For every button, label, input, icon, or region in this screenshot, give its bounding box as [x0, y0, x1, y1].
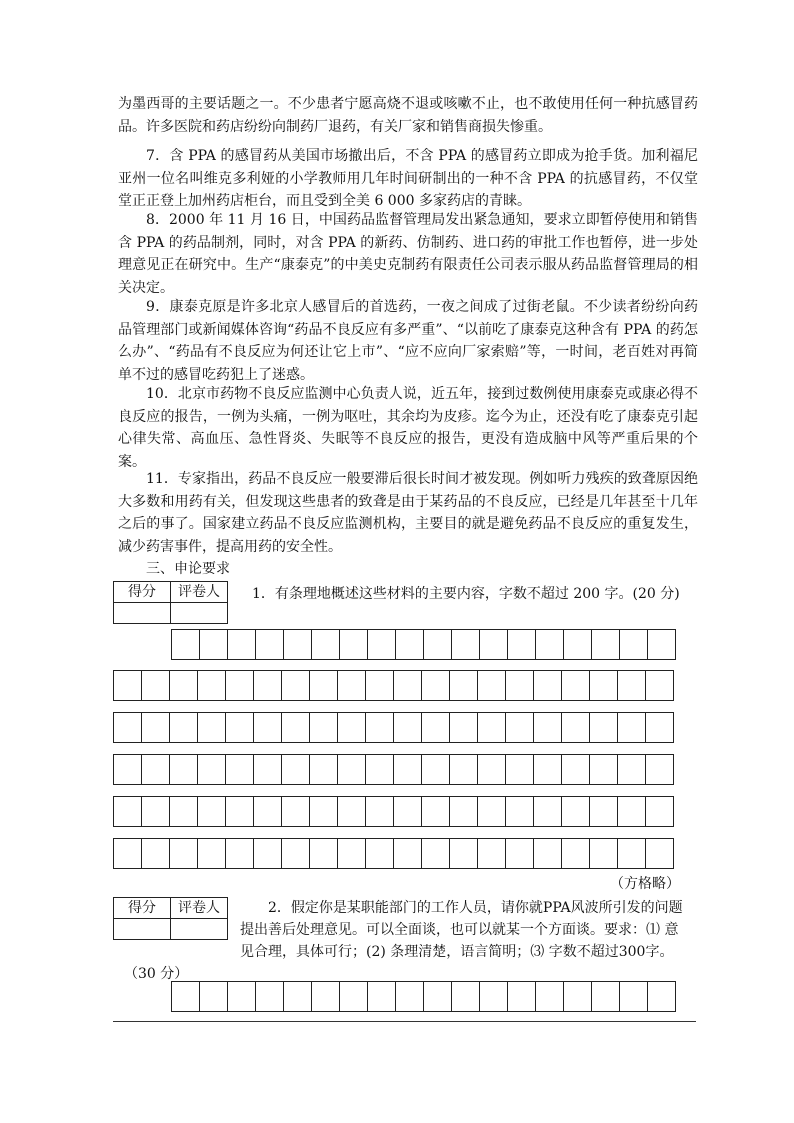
answer-grid-cell[interactable]	[508, 630, 536, 659]
answer-grid-cell[interactable]	[620, 630, 648, 659]
answer-grid-cell[interactable]	[142, 797, 170, 826]
answer-grid-cell[interactable]	[424, 982, 452, 1011]
section-title: 三、申论要求	[146, 561, 230, 577]
answer-grid-cell[interactable]	[114, 839, 142, 868]
answer-grid-cell[interactable]	[340, 630, 368, 659]
answer-grid-cell[interactable]	[340, 982, 368, 1011]
answer-grid-cell[interactable]	[200, 630, 228, 659]
answer-grid-cell[interactable]	[366, 755, 394, 784]
answer-grid-cell[interactable]	[282, 797, 310, 826]
answer-grid-cell[interactable]	[142, 713, 170, 742]
answer-grid-row[interactable]	[113, 670, 674, 701]
answer-grid-cell[interactable]	[506, 713, 534, 742]
answer-grid-cell[interactable]	[646, 839, 674, 868]
answer-grid-cell[interactable]	[506, 839, 534, 868]
answer-grid-cell[interactable]	[366, 797, 394, 826]
answer-grid-cell[interactable]	[422, 713, 450, 742]
answer-grid-cell[interactable]	[450, 713, 478, 742]
score-field[interactable]	[114, 919, 171, 940]
answer-grid-cell[interactable]	[450, 755, 478, 784]
answer-grid-cell[interactable]	[480, 630, 508, 659]
answer-grid-cell[interactable]	[254, 839, 282, 868]
answer-grid-cell[interactable]	[534, 671, 562, 700]
question-2-line-2: 提出善后处理意见。可以全面谈，也可以就某一个方面谈。要求：⑴ 意	[240, 922, 679, 938]
answer-grid-cell[interactable]	[338, 755, 366, 784]
answer-grid-cell[interactable]	[198, 713, 226, 742]
answer-grid-cell[interactable]	[338, 713, 366, 742]
answer-grid-cell[interactable]	[198, 671, 226, 700]
answer-grid-cell[interactable]	[198, 797, 226, 826]
answer-grid-cell[interactable]	[534, 839, 562, 868]
answer-grid-cell[interactable]	[114, 755, 142, 784]
answer-grid-cell[interactable]	[534, 713, 562, 742]
answer-grid-cell[interactable]	[646, 671, 674, 700]
answer-grid-row[interactable]	[171, 981, 676, 1012]
answer-grid-cell[interactable]	[422, 797, 450, 826]
answer-grid-cell[interactable]	[312, 630, 340, 659]
answer-grid-cell[interactable]	[590, 713, 618, 742]
answer-grid-cell[interactable]	[282, 839, 310, 868]
answer-grid-cell[interactable]	[172, 630, 200, 659]
question-1: 1．有条理地概述这些材料的主要内容，字数不超过 200 字。(20 分)	[252, 586, 680, 602]
answer-grid-cell[interactable]	[618, 713, 646, 742]
answer-grid-cell[interactable]	[564, 982, 592, 1011]
grid-omitted-note: （方格略）	[610, 876, 680, 892]
paragraph-11: 11．专家指出，药品不良反应一般要滞后很长时间才被发现。例如听力残疾的致聋原因绝大多数和用药有关，但发现这些患者的致聋是由于某药品的不良反应，已经是几年甚至十几年之后的事了。国家建立药品不良反应监测机构，主要目的就是避免药品不良反应的重复发生，减少药害事件，提高用药的安全性。	[118, 471, 698, 555]
answer-grid-cell[interactable]	[228, 630, 256, 659]
answer-grid-cell[interactable]	[254, 755, 282, 784]
answer-grid-cell[interactable]	[198, 839, 226, 868]
answer-grid-cell[interactable]	[536, 630, 564, 659]
answer-grid-cell[interactable]	[172, 982, 200, 1011]
answer-grid-cell[interactable]	[620, 982, 648, 1011]
answer-grid-cell[interactable]	[170, 713, 198, 742]
answer-grid-cell[interactable]	[226, 671, 254, 700]
answer-grid-cell[interactable]	[592, 630, 620, 659]
question-2-score: （30 分）	[124, 966, 189, 982]
paragraph-6-continued: 为墨西哥的主要话题之一。不少患者宁愿高烧不退或咳嗽不止，也不敢使用任何一种抗感冒药品。许多医院和药店纷纷向制药厂退药，有关厂家和销售商损失惨重。	[118, 96, 698, 135]
answer-grid-cell[interactable]	[506, 797, 534, 826]
answer-grid-cell[interactable]	[114, 671, 142, 700]
answer-grid-cell[interactable]	[450, 839, 478, 868]
answer-grid-cell[interactable]	[590, 671, 618, 700]
answer-grid-cell[interactable]	[618, 797, 646, 826]
paragraph-10: 10．北京市药物不良反应监测中心负责人说，近五年，接到过数例使用康泰克或康必得不良反应的报告，一例为头痛，一例为呕吐，其余均为皮疹。迄今为止，还没有吃了康泰克引起心律失常、高血压、急性肾炎、失眠等不良反应的报告，更没有造成脑中风等严重后果的个案。	[118, 386, 698, 470]
score-table-q1	[113, 581, 228, 624]
answer-grid-cell[interactable]	[338, 671, 366, 700]
grader-field[interactable]	[171, 919, 228, 940]
answer-grid-cell[interactable]	[536, 982, 564, 1011]
answer-grid-cell[interactable]	[452, 982, 480, 1011]
answer-grid-cell[interactable]	[394, 755, 422, 784]
paragraph-8: 8．2000 年 11 月 16 日，中国药品监督管理局发出紧急通知，要求立即暂停使用和销售含 PPA 的药品制剂，同时，对含 PPA 的新药、仿制药、进口药的审批工作也暂停，进一步处理意见正在研究中。生产“康泰克”的中美史克制药有限责任公司表示服从药品监督管理局的相关决定。	[118, 212, 698, 296]
question-2-line-3: 见合理，具体可行；(2) 条理清楚，语言简明；⑶ 字数不超过300字。	[240, 944, 674, 960]
answer-grid-cell[interactable]	[478, 755, 506, 784]
page-divider	[113, 1021, 696, 1022]
answer-grid-row[interactable]	[113, 796, 674, 827]
answer-grid-cell[interactable]	[338, 839, 366, 868]
answer-grid-cell[interactable]	[226, 713, 254, 742]
answer-grid-cell[interactable]	[198, 755, 226, 784]
answer-grid-cell[interactable]	[310, 797, 338, 826]
answer-grid-cell[interactable]	[508, 982, 536, 1011]
answer-grid-cell[interactable]	[422, 755, 450, 784]
answer-grid-cell[interactable]	[142, 671, 170, 700]
answer-grid-cell[interactable]	[170, 839, 198, 868]
answer-grid-cell[interactable]	[312, 982, 340, 1011]
score-table-q2	[113, 897, 228, 940]
answer-grid-cell[interactable]	[396, 630, 424, 659]
answer-grid-cell[interactable]	[254, 797, 282, 826]
answer-grid-cell[interactable]	[114, 713, 142, 742]
answer-grid-cell[interactable]	[648, 982, 676, 1011]
answer-grid-cell[interactable]	[256, 982, 284, 1011]
answer-grid-cell[interactable]	[228, 982, 256, 1011]
answer-grid-row[interactable]	[113, 838, 674, 869]
question-2-line-1: 2．假定你是某职能部门的工作人员，请你就PPA风波所引发的问题	[268, 900, 683, 916]
answer-grid-cell[interactable]	[590, 755, 618, 784]
paragraph-9: 9．康泰克原是许多北京人感冒后的首选药，一夜之间成了过街老鼠。不少读者纷纷向药品管理部门或新闻媒体咨询“药品不良反应有多严重”、“以前吃了康泰克这种含有 PPA 的药怎么办”、“药品有不良反应为何还让它上市”、“应不应向厂家索赔”等，一时间，老百姓对再简单不过的感冒吃药犯上了迷惑。	[118, 299, 698, 383]
answer-grid-cell[interactable]	[478, 713, 506, 742]
answer-grid-cell[interactable]	[478, 839, 506, 868]
answer-grid-cell[interactable]	[284, 982, 312, 1011]
answer-grid-cell[interactable]	[646, 797, 674, 826]
answer-grid-cell[interactable]	[282, 713, 310, 742]
answer-grid-cell[interactable]	[590, 839, 618, 868]
answer-grid-cell[interactable]	[562, 713, 590, 742]
answer-grid-cell[interactable]	[254, 713, 282, 742]
answer-grid-cell[interactable]	[170, 755, 198, 784]
answer-grid-cell[interactable]	[618, 671, 646, 700]
answer-grid-cell[interactable]	[422, 671, 450, 700]
answer-grid-cell[interactable]	[284, 630, 312, 659]
answer-grid-cell[interactable]	[114, 797, 142, 826]
answer-grid-cell[interactable]	[200, 982, 228, 1011]
answer-grid-cell[interactable]	[478, 671, 506, 700]
score-field[interactable]	[114, 603, 171, 624]
score-label: 得分	[114, 898, 171, 919]
answer-grid-cell[interactable]	[450, 797, 478, 826]
answer-grid-cell[interactable]	[310, 755, 338, 784]
answer-grid-cell[interactable]	[394, 671, 422, 700]
answer-grid-cell[interactable]	[282, 671, 310, 700]
answer-grid-row[interactable]	[113, 754, 674, 785]
score-label: 得分	[114, 582, 171, 603]
grader-label: 评卷人	[171, 582, 228, 603]
answer-grid-cell[interactable]	[310, 713, 338, 742]
answer-grid-cell[interactable]	[424, 630, 452, 659]
answer-grid-cell[interactable]	[646, 713, 674, 742]
answer-grid-cell[interactable]	[562, 839, 590, 868]
answer-grid-cell[interactable]	[226, 797, 254, 826]
answer-grid-cell[interactable]	[256, 630, 284, 659]
answer-grid-cell[interactable]	[422, 839, 450, 868]
answer-grid-cell[interactable]	[452, 630, 480, 659]
answer-grid-cell[interactable]	[394, 839, 422, 868]
answer-grid-cell[interactable]	[592, 982, 620, 1011]
answer-grid-cell[interactable]	[170, 797, 198, 826]
answer-grid-cell[interactable]	[254, 671, 282, 700]
answer-grid-cell[interactable]	[394, 713, 422, 742]
answer-grid-cell[interactable]	[394, 797, 422, 826]
answer-grid-cell[interactable]	[142, 839, 170, 868]
grader-field[interactable]	[171, 603, 228, 624]
answer-grid-cell[interactable]	[366, 839, 394, 868]
answer-grid-cell[interactable]	[618, 755, 646, 784]
answer-grid-row[interactable]	[171, 629, 676, 660]
answer-grid-cell[interactable]	[170, 671, 198, 700]
answer-grid-cell[interactable]	[310, 839, 338, 868]
answer-grid-cell[interactable]	[648, 630, 676, 659]
answer-grid-cell[interactable]	[338, 797, 366, 826]
answer-grid-cell[interactable]	[226, 755, 254, 784]
answer-grid-cell[interactable]	[366, 671, 394, 700]
answer-grid-cell[interactable]	[226, 839, 254, 868]
answer-grid-cell[interactable]	[310, 671, 338, 700]
answer-grid-cell[interactable]	[506, 755, 534, 784]
answer-grid-cell[interactable]	[646, 755, 674, 784]
answer-grid-cell[interactable]	[534, 797, 562, 826]
answer-grid-cell[interactable]	[480, 982, 508, 1011]
grader-label: 评卷人	[171, 898, 228, 919]
answer-grid-cell[interactable]	[478, 797, 506, 826]
paragraph-7: 7．含 PPA 的感冒药从美国市场撤出后，不含 PPA 的感冒药立即成为抢手货。加利福尼亚州一位名叫维克多利娅的小学教师用几年时间研制出的一种不含 PPA 的抗感冒药，不仅堂堂正正登上加州药店柜台，而且受到全美 6 000 多家药店的青睐。	[118, 148, 698, 210]
answer-grid-cell[interactable]	[618, 839, 646, 868]
answer-grid-row[interactable]	[113, 712, 674, 743]
answer-grid-cell[interactable]	[282, 755, 310, 784]
answer-grid-cell[interactable]	[366, 713, 394, 742]
answer-grid-cell[interactable]	[590, 797, 618, 826]
answer-grid-cell[interactable]	[564, 630, 592, 659]
answer-grid-cell[interactable]	[396, 982, 424, 1011]
answer-grid-cell[interactable]	[368, 630, 396, 659]
answer-grid-cell[interactable]	[562, 755, 590, 784]
answer-grid-cell[interactable]	[142, 755, 170, 784]
answer-grid-cell[interactable]	[562, 671, 590, 700]
answer-grid-cell[interactable]	[450, 671, 478, 700]
answer-grid-cell[interactable]	[562, 797, 590, 826]
answer-grid-cell[interactable]	[534, 755, 562, 784]
answer-grid-cell[interactable]	[506, 671, 534, 700]
answer-grid-cell[interactable]	[368, 982, 396, 1011]
